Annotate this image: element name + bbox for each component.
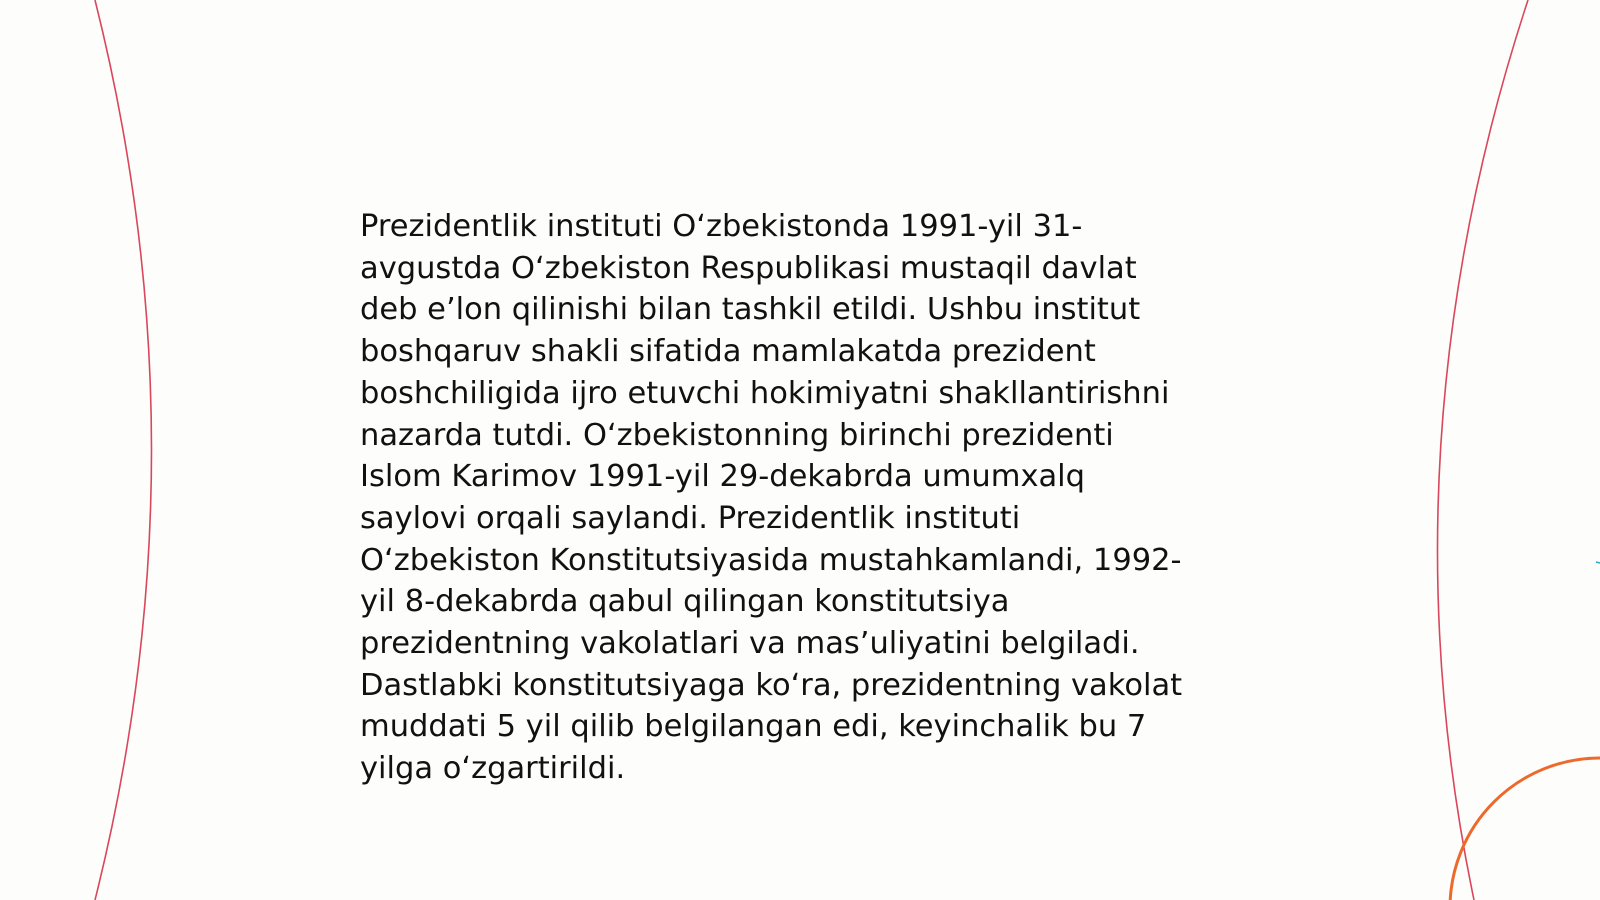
left-curve (95, 0, 152, 900)
body-line: nazarda tutdi. O‘zbekistonning birinchi prezidenti (360, 417, 1114, 453)
body-line: prezidentning vakolatlari va mas’uliyatini belgiladi. (360, 626, 1140, 662)
body-line: Prezidentlik instituti O‘zbekistonda 1991-yil 31- (360, 209, 1083, 244)
body-line: yilga o‘zgartirildi. (360, 751, 626, 787)
body-line: muddati 5 yil qilib belgilangan edi, keyinchalik bu 7 (360, 709, 1147, 745)
body-line: Islom Karimov 1991-yil 29-dekabrda umumxalq (360, 459, 1086, 495)
orange-arc (1450, 758, 1600, 900)
body-line: boshqaruv shakli sifatida mamlakatda prezident (360, 334, 1096, 370)
body-line: O‘zbekiston Konstitutsiyasida mustahkamlandi, 1992- (360, 542, 1182, 578)
body-paragraph (360, 206, 1240, 790)
teal-tick (1596, 562, 1600, 563)
right-curve (1437, 0, 1528, 900)
body-line: saylovi orqali saylandi. Prezidentlik instituti (360, 500, 1021, 536)
body-line: yil 8-dekabrda qabul qilingan konstitutsiya (360, 584, 1010, 620)
body-line: boshchiligida ijro etuvchi hokimiyatni shakllantirishni (360, 375, 1170, 411)
body-line: Dastlabki konstitutsiyaga ko‘ra, prezidentning vakolat (360, 667, 1183, 703)
body-line: deb e’lon qilinishi bilan tashkil etildi. Ushbu institut (360, 292, 1141, 328)
body-line: avgustda O‘zbekiston Respublikasi mustaqil davlat (360, 250, 1137, 286)
